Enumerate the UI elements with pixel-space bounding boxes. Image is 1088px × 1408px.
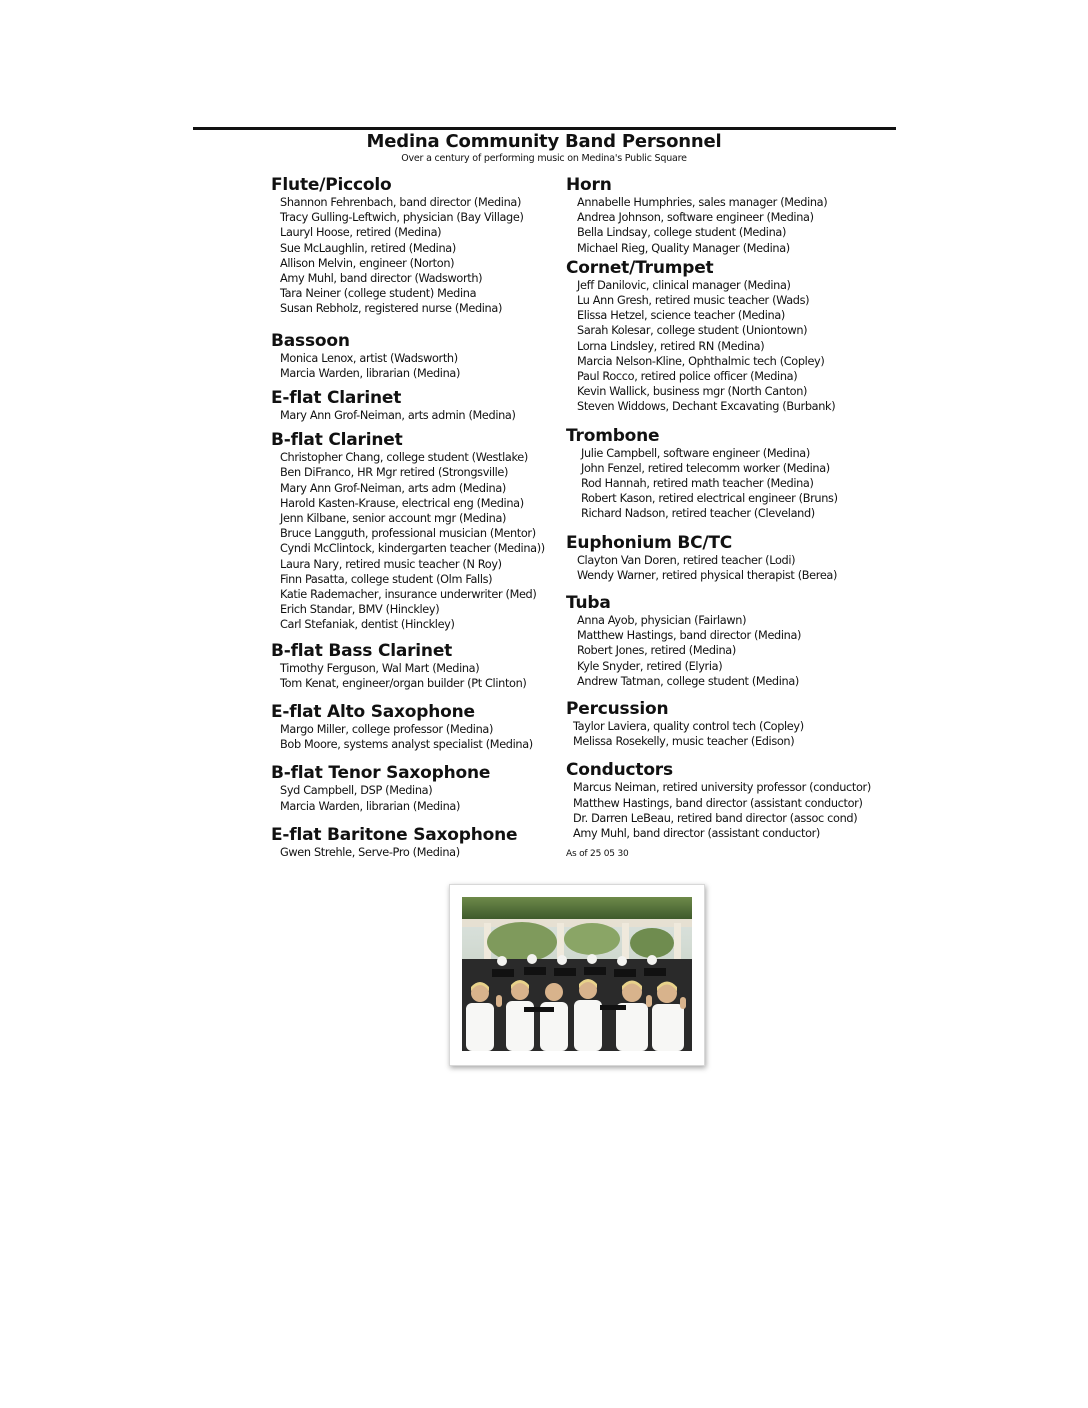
section-bassoon [271, 331, 561, 381]
member-line: Robert Jones, retired (Medina) [577, 644, 736, 658]
member-line: Lu Ann Gresh, retired music teacher (Wads) [577, 294, 810, 308]
as-of-date: As of 25 05 30 [566, 849, 629, 860]
section-e-flat-clarinet [271, 388, 561, 423]
member-line: Tracy Gulling-Leftwich, physician (Bay Village) [280, 211, 524, 225]
section-heading: Tuba [566, 593, 611, 614]
member-line: Mary Ann Grof-Neiman, arts adm (Medina) [280, 481, 506, 495]
section-horn [566, 175, 896, 256]
member-line: Tom Kenat, engineer/organ builder (Pt Clinton) [280, 676, 527, 690]
member-line: Susan Rebholz, registered nurse (Medina) [280, 302, 502, 316]
section-b-flat-clarinet [271, 430, 561, 632]
section-heading: B-flat Clarinet [271, 430, 403, 451]
member-line: Marcia Warden, librarian (Medina) [280, 366, 461, 380]
member-line: Clayton Van Doren, retired teacher (Lodi) [577, 553, 796, 567]
section-cornet-trumpet [566, 258, 896, 415]
section-heading: Conductors [566, 760, 673, 781]
member-line: Marcus Neiman, retired university professor (conductor) [573, 781, 871, 795]
member-line: Melissa Rosekelly, music teacher (Edison) [573, 735, 795, 749]
section-b-flat-bass-clarinet [271, 641, 561, 691]
section-trombone [566, 426, 896, 522]
section-heading: Trombone [566, 425, 660, 446]
member-line: Kevin Wallick, business mgr (North Canton) [577, 385, 808, 399]
member-line: Margo Miller, college professor (Medina) [280, 723, 494, 737]
band-photo-frame [449, 884, 705, 1066]
section-heading: E-flat Baritone Saxophone [271, 824, 518, 845]
section-heading: Cornet/Trumpet [566, 257, 714, 278]
member-line: Jeff Danilovic, clinical manager (Medina) [577, 278, 791, 292]
member-line: Cyndi McClintock, kindergarten teacher (Medina)) [280, 542, 545, 556]
section-e-flat-alto-saxophone [271, 702, 561, 752]
member-line: Dr. Darren LeBeau, retired band director (assoc cond) [573, 811, 858, 825]
member-line: Kyle Snyder, retired (Elyria) [577, 659, 723, 673]
member-line: Finn Pasatta, college student (Olm Falls) [280, 572, 493, 586]
member-line: Julie Campbell, software engineer (Medina) [581, 446, 810, 460]
member-line: Carl Stefaniak, dentist (Hinckley) [280, 618, 455, 632]
band-photo [462, 897, 692, 1051]
page-subtitle: Over a century of performing music on Medina's Public Square [401, 153, 687, 164]
member-line: Anna Ayob, physician (Fairlawn) [577, 614, 747, 628]
section-tuba [566, 593, 896, 689]
member-line: John Fenzel, retired telecomm worker (Medina) [581, 461, 830, 475]
member-line: Katie Rademacher, insurance underwriter (Med) [280, 588, 537, 602]
member-line: Richard Nadson, retired teacher (Cleveland) [581, 507, 815, 521]
right-column [566, 175, 896, 859]
member-line: Matthew Hastings, band director (assistant conductor) [573, 796, 863, 810]
member-line: Monica Lenox, artist (Wadsworth) [280, 351, 458, 365]
section-heading: B-flat Tenor Saxophone [271, 763, 491, 784]
section-heading: E-flat Alto Saxophone [271, 702, 475, 723]
member-line: Mary Ann Grof-Neiman, arts admin (Medina) [280, 409, 516, 423]
section-heading: Horn [566, 175, 612, 195]
member-line: Michael Rieg, Quality Manager (Medina) [577, 241, 790, 255]
member-line: Amy Muhl, band director (Wadsworth) [280, 272, 483, 286]
member-line: Syd Campbell, DSP (Medina) [280, 784, 433, 798]
member-line: Lorna Lindsley, retired RN (Medina) [577, 339, 765, 353]
section-flute-piccolo [271, 175, 561, 317]
member-line: Ben DiFranco, HR Mgr retired (Strongsville) [280, 466, 509, 480]
section-conductors [566, 760, 896, 841]
member-line: Timothy Ferguson, Wal Mart (Medina) [280, 661, 480, 675]
member-line: Elissa Hetzel, science teacher (Medina) [577, 309, 785, 323]
member-line: Taylor Laviera, quality control tech (Copley) [573, 720, 804, 734]
member-line: Amy Muhl, band director (assistant conductor) [573, 827, 820, 841]
section-e-flat-baritone-saxophone [271, 825, 561, 860]
member-line: Marcia Nelson-Kline, Ophthalmic tech (Copley) [577, 354, 825, 368]
member-line: Rod Hannah, retired math teacher (Medina) [581, 477, 814, 491]
section-heading: Percussion [566, 699, 669, 720]
page-title: Medina Community Band Personnel [366, 131, 722, 152]
section-heading: Flute/Piccolo [271, 175, 392, 195]
member-line: Steven Widdows, Dechant Excavating (Burbank) [577, 400, 836, 414]
member-line: Matthew Hastings, band director (Medina) [577, 629, 802, 643]
left-column [271, 175, 561, 860]
header-rule [193, 127, 896, 130]
member-line: Erich Standar, BMV (Hinckley) [280, 603, 440, 617]
member-line: Bob Moore, systems analyst specialist (Medina) [280, 738, 533, 752]
member-line: Harold Kasten-Krause, electrical eng (Medina) [280, 496, 524, 510]
section-euphonium [566, 533, 896, 583]
section-percussion [566, 699, 896, 749]
member-line: Wendy Warner, retired physical therapist (Berea) [577, 568, 838, 582]
member-line: Tara Neiner (college student) Medina [280, 287, 477, 301]
section-heading: E-flat Clarinet [271, 388, 402, 409]
member-line: Sue McLaughlin, retired (Medina) [280, 241, 456, 255]
member-line: Gwen Strehle, Serve-Pro (Medina) [280, 845, 460, 859]
member-line: Bruce Langguth, professional musician (Mentor) [280, 527, 536, 541]
member-line: Shannon Fehrenbach, band director (Medina) [280, 196, 522, 209]
member-line: Bella Lindsay, college student (Medina) [577, 226, 787, 240]
member-line: Lauryl Hoose, retired (Medina) [280, 226, 442, 240]
member-line: Jenn Kilbane, senior account mgr (Medina) [280, 512, 507, 526]
member-line: Allison Melvin, engineer (Norton) [280, 256, 455, 270]
member-line: Christopher Chang, college student (Westlake) [280, 451, 528, 465]
member-line: Marcia Warden, librarian (Medina) [280, 799, 461, 813]
member-line: Robert Kason, retired electrical engineer (Bruns) [581, 492, 838, 506]
member-line: Andrew Tatman, college student (Medina) [577, 674, 799, 688]
section-heading: B-flat Bass Clarinet [271, 640, 453, 661]
member-line: Laura Nary, retired music teacher (N Roy) [280, 557, 502, 571]
section-b-flat-tenor-saxophone [271, 763, 561, 813]
member-line: Sarah Kolesar, college student (Uniontown) [577, 324, 808, 338]
member-line: Paul Rocco, retired police officer (Medina) [577, 370, 798, 384]
member-line: Annabelle Humphries, sales manager (Medina) [577, 196, 828, 209]
section-heading: Bassoon [271, 330, 350, 351]
member-line: Andrea Johnson, software engineer (Medina) [577, 211, 814, 225]
section-heading: Euphonium BC/TC [566, 532, 733, 553]
